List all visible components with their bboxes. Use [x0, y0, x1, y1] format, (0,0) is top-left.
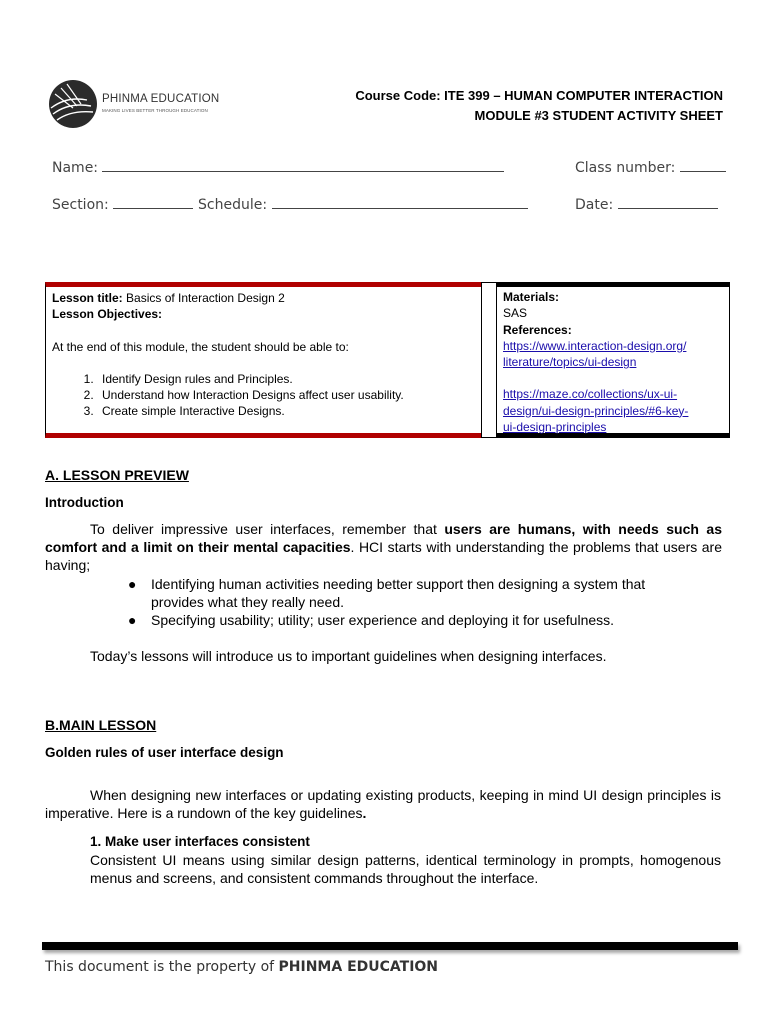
- objective-item: 2. Understand how Interaction Designs affect user usability.: [97, 387, 475, 403]
- bullet-item: [128, 575, 688, 611]
- section-field[interactable]: [52, 195, 193, 213]
- class-number-field[interactable]: [575, 158, 726, 176]
- objectives-intro: At the end of this module, the student should be able to:: [52, 339, 349, 354]
- phinma-logo: [47, 78, 220, 130]
- schedule-label: Schedule:: [198, 197, 268, 213]
- lesson-objectives-box: [45, 282, 481, 438]
- rule1-title: 1. Make user interfaces consistent: [90, 834, 310, 849]
- objective-item: 3. Create simple Interactive Designs.: [97, 403, 475, 419]
- section-line[interactable]: [113, 195, 193, 209]
- bullet-text: Specifying usability; utility; user experience and deploying it for usefulness.: [151, 612, 615, 628]
- name-label: Name:: [52, 160, 99, 176]
- lesson-title-value: Basics of Interaction Design 2: [126, 291, 285, 305]
- objectives-list: [52, 371, 475, 420]
- bullet-text: Identifying human activities needing better support then designing a system that provides what they really need.: [151, 576, 646, 610]
- intro-text-end: . HCI starts with understanding the problems that users are having;: [45, 539, 722, 573]
- logo-tagline: MAKING LIVES BETTER THROUGH EDUCATION: [102, 108, 208, 113]
- footer-bold: PHINMA EDUCATION: [278, 959, 439, 975]
- preview-closing: Today’s lessons will introduce us to important guidelines when designing interfaces.: [90, 648, 607, 664]
- date-line[interactable]: [618, 195, 718, 209]
- course-code: Course Code: ITE 399 – HUMAN COMPUTER INTERACTION: [355, 88, 723, 103]
- references-label: References:: [503, 322, 572, 337]
- materials-label: Materials:: [503, 290, 560, 304]
- intro-text: To deliver impressive user interfaces, remember that: [90, 521, 445, 537]
- footer-normal: This document is the property of: [45, 959, 279, 975]
- bullet-icon: ●: [128, 576, 137, 592]
- main-lesson-heading: B.MAIN LESSON: [45, 717, 157, 733]
- ref2-line: https://maze.co/collections/ux-ui-: [503, 387, 678, 402]
- date-label: Date:: [575, 197, 614, 213]
- section-label: Section:: [52, 197, 109, 213]
- date-field[interactable]: [575, 195, 718, 213]
- course-header: [355, 86, 723, 126]
- lesson-objectives-label: Lesson Objectives:: [52, 307, 163, 322]
- footer-bar: [42, 942, 738, 950]
- introduction-heading: Introduction: [45, 495, 124, 510]
- intro-bold-text: users are humans, with needs such as comfort and a limit on their mental capacities: [45, 521, 722, 555]
- reference-link-interaction-design[interactable]: [503, 339, 686, 369]
- ref1-line: literature/topics/ui-design: [503, 355, 637, 370]
- class-number-label: Class number:: [575, 160, 676, 176]
- lesson-title-label: Lesson title:: [52, 291, 123, 305]
- ref2-line: design/ui-design-principles/#6-key-: [503, 403, 689, 418]
- bullet-item: [128, 611, 688, 629]
- class-number-line[interactable]: [680, 158, 726, 172]
- name-field[interactable]: [52, 158, 504, 176]
- objective-item: 1. Identify Design rules and Principles.: [97, 371, 475, 387]
- main-paragraph: [45, 786, 721, 822]
- ref2-line: ui-design-principles: [503, 420, 607, 435]
- schedule-line[interactable]: [272, 195, 528, 209]
- rule1-text: Consistent UI means using similar design patterns, identical terminology in prompts, homogenous menus and screens, and consistent commands throughout the interface.: [90, 852, 721, 886]
- ref1-line: https://www.interaction-design.org/: [503, 338, 687, 353]
- reference-link-maze[interactable]: [503, 387, 688, 434]
- name-line[interactable]: [102, 158, 504, 172]
- phinma-globe-icon: [47, 78, 99, 130]
- box-divider: [481, 282, 497, 438]
- footer-text: [45, 959, 438, 975]
- lesson-preview-heading: A. LESSON PREVIEW: [45, 467, 189, 483]
- introduction-paragraph: [45, 520, 722, 574]
- logo-name: PHINMA EDUCATION: [102, 93, 220, 105]
- materials-box: [497, 282, 730, 438]
- golden-rules-heading: Golden rules of user interface design: [45, 745, 284, 760]
- module-title: MODULE #3 STUDENT ACTIVITY SHEET: [474, 108, 723, 123]
- schedule-field[interactable]: [198, 195, 528, 213]
- introduction-bullets: [128, 575, 688, 629]
- materials-value: SAS: [503, 306, 528, 321]
- main-text-end: .: [362, 805, 367, 821]
- bullet-icon: ●: [128, 612, 137, 628]
- main-text: When designing new interfaces or updating existing products, keeping in mind UI design principles is imperative. Here is a rundown of the key guidelines: [45, 787, 721, 821]
